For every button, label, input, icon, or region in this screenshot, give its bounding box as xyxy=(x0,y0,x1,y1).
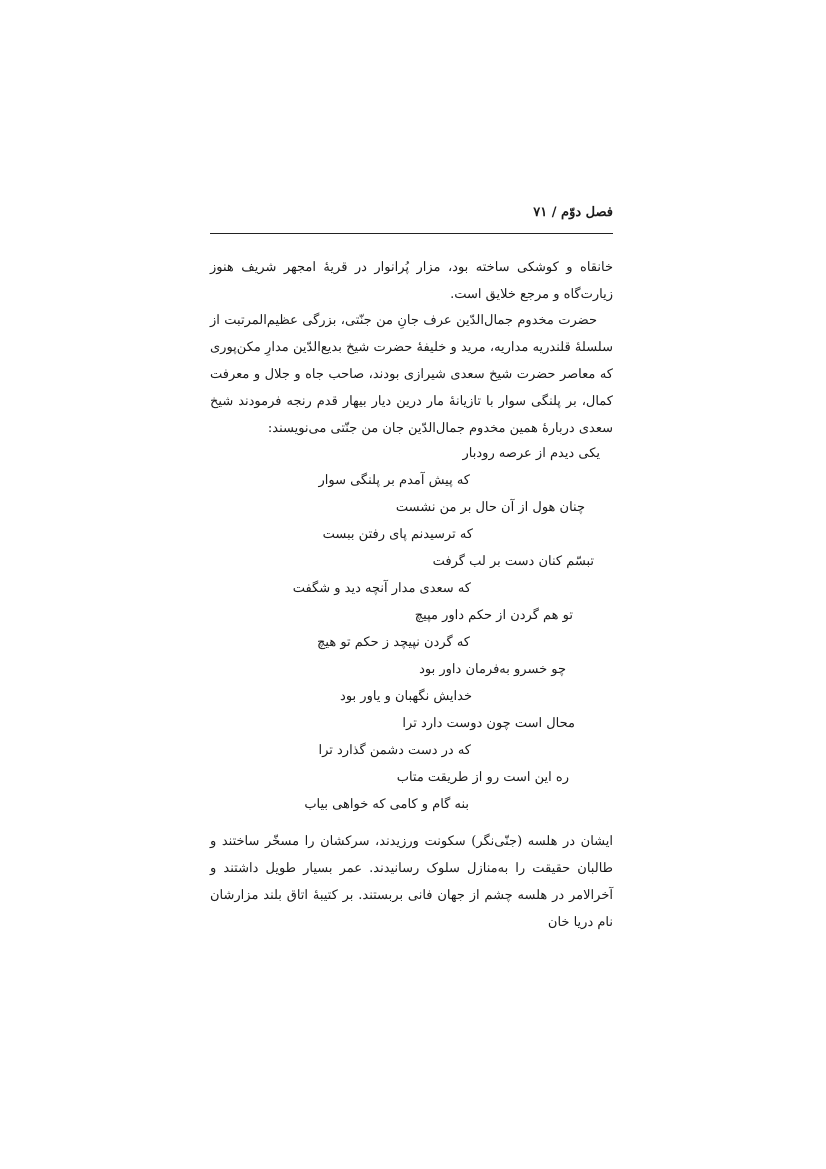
poem-line-13: ره این است رو از طریقت متاب xyxy=(396,770,569,785)
poem-line-1: یکی دیدم از عرصه رودبار xyxy=(462,446,600,461)
poem-line-4: که ترسیدنم پای رفتن ببست xyxy=(322,527,473,542)
poem-line-12: که در دست دشمن گذارد ترا xyxy=(318,743,471,758)
poem-line-2: که پیش آمدم بر پلنگی سوار xyxy=(318,473,470,488)
running-header xyxy=(210,205,613,229)
poem-line-6: که سعدی مدار آنچه دید و شگفت xyxy=(292,581,471,596)
header-divider xyxy=(210,233,613,234)
poem-line-11: محال است چون دوست دارد ترا xyxy=(402,716,575,731)
paragraph-khanqah: خانقاه و کوشکی ساخته بود، مزار پُرانوار در قریهٔ امجهر شریف هنوز زیارت‌گاه و مرجع خلایق است. xyxy=(210,260,613,302)
chapter-page-label: فصل دوّم / ۷۱ xyxy=(533,205,613,220)
poem-line-14: بنه گام و کامی که خواهی بیاب xyxy=(304,797,469,812)
poem-line-8: که گردن نپیچد ز حکم تو هیچ xyxy=(317,635,470,650)
poem-line-9: چو خسرو به‌فرمان داور بود xyxy=(419,662,566,677)
poem-line-3: چنان هول از آن حال بر من نشست xyxy=(395,500,585,515)
paragraph-makhdoom: حضرت مخدوم جمال‌الدّین عرف جانِ من جنّتی، بزرگی عظیم‌المرتبت از سلسلهٔ قلندریه مداریه، مرید و خلیفهٔ حضرت شیخ بدیع‌الدّین مدارِ مکن‌پوری که معاصر حضرت شیخ سعدی شیرازی بودند، صاحب جاه و جلال و معرفت کمال، بر پلنگی سوار با تازیانهٔ مار درین دیار بیهار قدم رنجه فرمودند شیخ سعدی دربارهٔ همین مخدوم جمال‌الدّین جان من جنّتی می‌نویسند: xyxy=(210,313,613,436)
poem-line-10: خدایش نگهبان و یاور بود xyxy=(340,689,472,704)
poem-line-5: تبسّم کنان دست بر لب گرفت xyxy=(432,554,594,569)
paragraph-halseh: ایشان در هلسه (جنّی‌نگر) سکونت ورزیدند، سرکشان را مسخّر ساختند و طالبان حقیقت را به‌منازل سلوک رسانیدند. عمر بسیار طویل داشتند و آخرالامر در هلسه چشم از جهان فانی بربستند. بر کتیبهٔ اتاق بلند مزارشان نام دریا خان xyxy=(210,834,613,930)
poem-line-7: تو هم گردن از حکم داور مپیچ xyxy=(414,608,573,623)
